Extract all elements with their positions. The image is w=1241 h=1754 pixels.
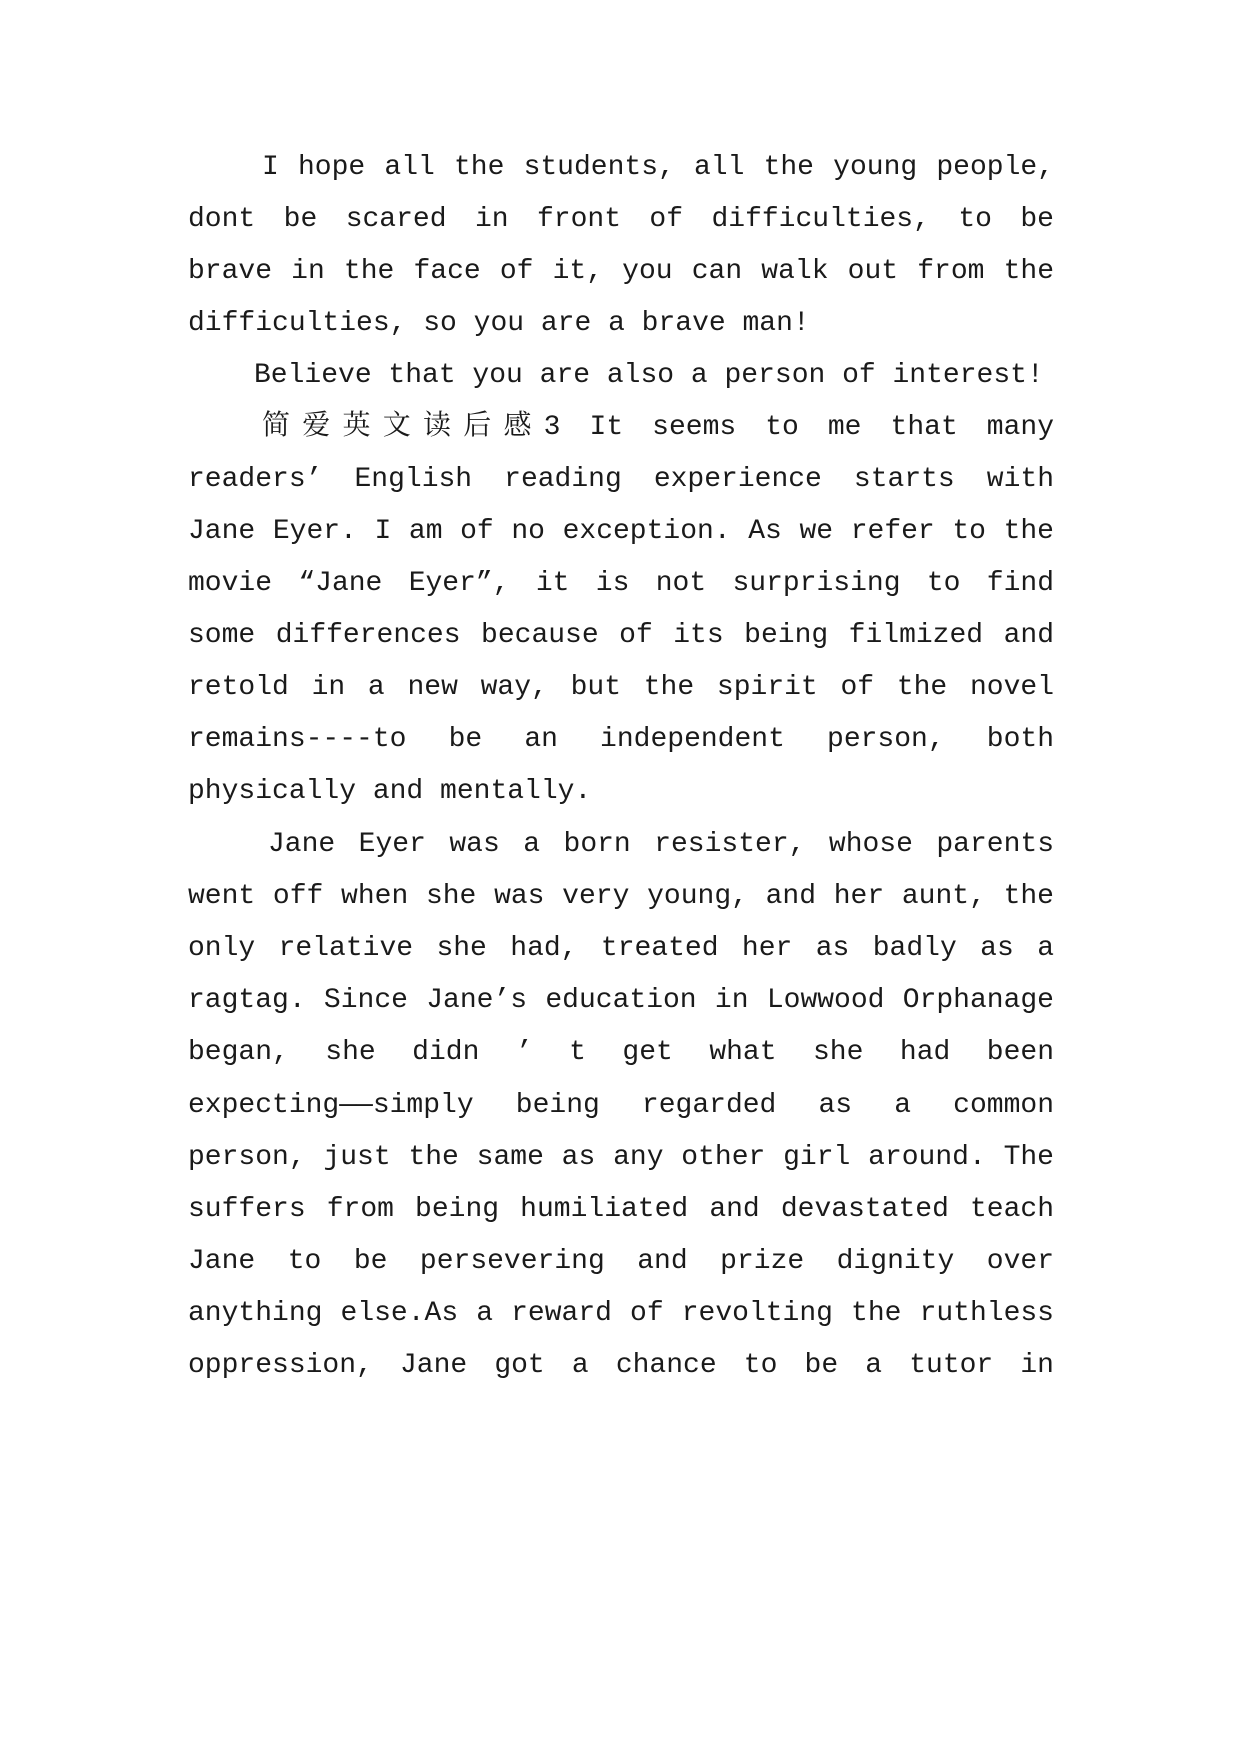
text-line: brave in the face of it, you can walk out from the: [188, 256, 1054, 287]
text-line: oppression, Jane got a chance to be a tutor in: [188, 1350, 1054, 1381]
text-line: dont be scared in front of difficulties, to be: [188, 204, 1054, 235]
text-line: anything else.As a reward of revolting the ruthless: [188, 1298, 1054, 1329]
text-line: went off when she was very young, and her aunt, the: [188, 881, 1054, 912]
text-line: movie “Jane Eyer”, it is not surprising to find: [188, 568, 1054, 599]
text-line: I hope all the students, all the young people,: [262, 152, 1054, 183]
text-line: some differences because of its being filmized and: [188, 620, 1054, 651]
text-line: difficulties, so you are a brave man!: [188, 308, 810, 339]
text-line: readers’ English reading experience starts with: [188, 464, 1054, 495]
text-line: Believe that you are also a person of interest!: [254, 360, 1044, 391]
text-line: Jane to be persevering and prize dignity over: [188, 1246, 1054, 1277]
text-line: expecting——simply being regarded as a common: [188, 1090, 1054, 1121]
text-line: physically and mentally.: [188, 776, 592, 807]
text-line: remains----to be an independent person, both: [188, 724, 1054, 755]
text-line: person, just the same as any other girl around. The: [188, 1142, 1054, 1173]
text-line: Jane Eyer was a born resister, whose parents: [268, 829, 1054, 860]
text-line: suffers from being humiliated and devastated teach: [188, 1194, 1054, 1225]
text-line: only relative she had, treated her as badly as a: [188, 933, 1054, 964]
heading-line: 简爱英文读后感3 It seems to me that many: [262, 412, 1054, 443]
text-line: began, she didn ’ t get what she had been: [188, 1037, 1054, 1068]
text-line: retold in a new way, but the spirit of the novel: [188, 672, 1054, 703]
text-line: Jane Eyer. I am of no exception. As we refer to the: [188, 516, 1054, 547]
text-line: ragtag. Since Jane’s education in Lowwood Orphanage: [188, 985, 1054, 1016]
